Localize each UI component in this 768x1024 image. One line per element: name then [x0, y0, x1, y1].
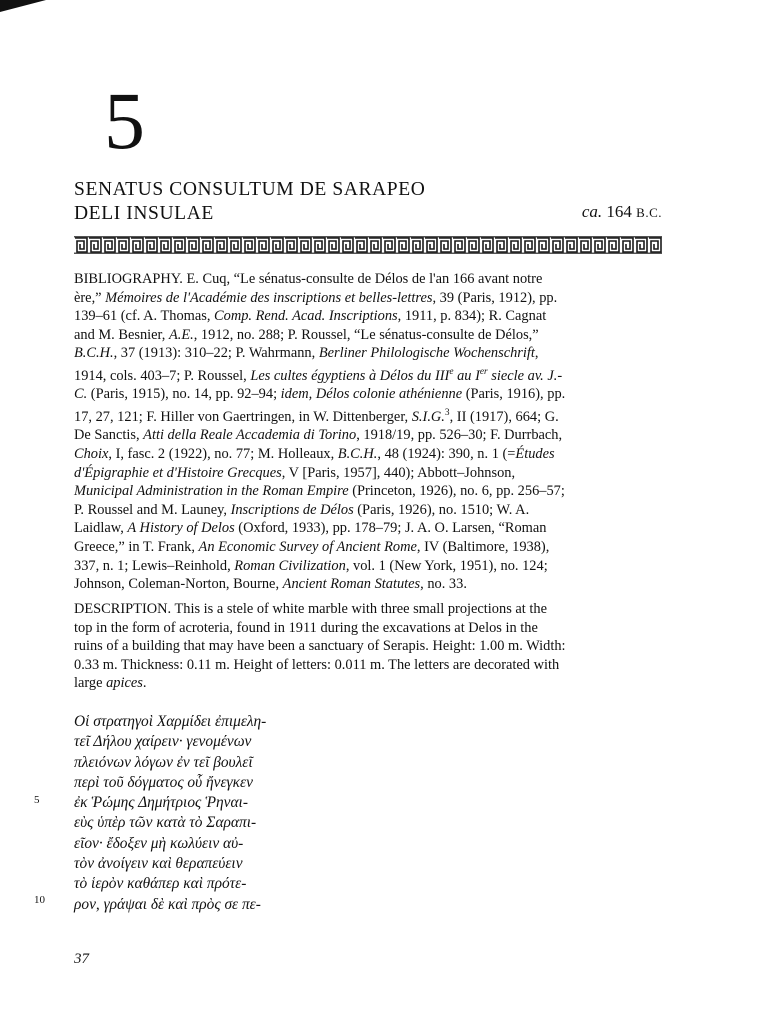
bibliography-segment: S.I.G. — [411, 408, 445, 425]
bibliography-segment: Inscriptions de Délos — [230, 501, 354, 518]
bibliography-segment: A.E. — [168, 326, 194, 343]
greek-line: τὸ ἱερὸν καθάπερ καὶ πρότε- — [74, 875, 247, 893]
bibliography-segment: Comp. Rend. Acad. Inscriptions — [214, 308, 398, 325]
bibliography-segment: siecle av. J.-C. — [74, 367, 563, 403]
greek-line: ἐκ Ῥώμης Δημήτριος Ῥηναι- — [74, 794, 248, 812]
greek-line: εὺς ὑπὲρ τῶν κατὰ τὸ Σαραπι- — [74, 814, 257, 832]
bibliography-segment: Ancient Roman Statutes — [282, 576, 421, 593]
bibliography-segment: , 1912, no. 288; P. Roussel, “Le sénatus-consulte de Délos,” — [193, 326, 539, 343]
greek-line: τὸν ἀνοίγειν καὶ θεραπεύειν — [74, 855, 243, 873]
greek-key-border — [74, 236, 662, 254]
bibliography-segment: idem, Délos colonie athénienne — [280, 386, 463, 403]
title-line-2: DELI INSULAE — [74, 203, 214, 224]
bibliography-segment: Choix — [74, 445, 109, 462]
bibliography-segment: Mémoires de l'Académie des inscriptions et belles-lettres — [105, 289, 433, 306]
page-number: 37 — [74, 951, 89, 967]
date-year: 164 — [606, 202, 632, 221]
date-era: B.C. — [636, 205, 662, 220]
bibliography-segment: , vol. 1 (New York, 1951), no. 124; Johnson, Coleman-Norton, Bourne, — [74, 557, 548, 593]
bibliography-segment: (Oxford, 1933), pp. 178–79; J. A. O. Larsen, “Roman Greece,” in T. Frank, — [74, 520, 547, 555]
bibliography-segment: (Princeton, 1926), no. 6, pp. 256–57; P. Roussel and M. Launey, — [74, 483, 565, 518]
greek-line: τεῖ Δήλου χαίρειν· γενομένων — [74, 733, 252, 751]
description-heading: DESCRIPTION. — [74, 601, 172, 617]
bibliography-segment: e — [449, 366, 454, 377]
bibliography-segment: An Economic Survey of Ancient Rome — [198, 538, 417, 555]
bibliography-segment: , 39 (Paris, 1912), pp. 139–61 (cf. A. Thomas, — [74, 289, 558, 325]
bibliography-segment: , no. 33. — [420, 576, 467, 593]
greek-line: Οἱ στρατηγοὶ Χαρμίδει ἐπιμελη- — [74, 713, 267, 730]
bibliography-segment: Études d'Épigraphie et d'Histoire Grecques — [74, 445, 555, 481]
bibliography-segment: , V [Paris, 1957], 440); Abbott–Johnson, — [281, 464, 516, 481]
description-segment: apices — [106, 675, 143, 692]
greek-line: πλειόνων λόγων ἐν τεῖ βουλεῖ — [74, 753, 253, 771]
bibliography-segment: 3 — [444, 407, 450, 418]
bibliography-segment: , 48 (1924): 390, n. 1 (= — [377, 445, 516, 462]
bibliography-segment: , IV (Baltimore, 1938), 337, n. 1; Lewis–Reinhold, — [74, 538, 550, 574]
bibliography-segment: , 1918/19, pp. 526–30; F. Durrbach, — [356, 427, 563, 444]
title-line-1: SENATUS CONSULTUM DE SARAPEO — [74, 179, 426, 200]
bibliography-segment: , II (1917), 664; G. De Sanctis, — [74, 408, 559, 444]
bibliography-paragraph — [74, 270, 566, 594]
bibliography-segment: (Paris, 1915), no. 14, pp. 92–94; — [87, 386, 281, 403]
bibliography-segment: , I, fasc. 2 (1922), no. 77; M. Holleaux, — [108, 445, 338, 462]
description-segment: This is a stele of white marble with three small projections at the top in the form of acroteria, found in 1911 during the excavations at Delos in the ruins of a building that may have been a sanctuary of Serapis. Height: 1.00 m. Width: 0.33 m. Thickness: 0.11 m. Height of letters: 0.011 m. The letters are decorated with large — [74, 601, 566, 692]
bibliography-segment: (Paris, 1916), pp. 17, 27, 121; F. Hiller von Gaertringen, in W. Dittenberger, — [74, 386, 566, 425]
bibliography-segment: , 1914, cols. 403–7; P. Roussel, — [74, 345, 539, 384]
bibliography-segment: E. Cuq, “Le sénatus-consulte de Délos de l'an 166 avant notre ère,” — [74, 271, 543, 306]
bibliography-text — [74, 271, 565, 592]
bibliography-segment: Roman Civilization — [234, 557, 346, 574]
bibliography-segment: B.C.H. — [337, 445, 378, 462]
bibliography-segment: , 37 (1913): 310–22; P. Wahrmann, — [113, 345, 319, 362]
bibliography-segment: er — [479, 366, 488, 377]
bibliography-segment: au I — [453, 367, 480, 384]
greek-inscription — [74, 712, 266, 915]
greek-line: περὶ τοῦ δόγματος οὗ ἤνεγκεν — [74, 773, 253, 791]
greek-line: εῖον· ἔδοξεν μὴ κωλύειν αὐ- — [74, 834, 244, 852]
document-title — [74, 178, 425, 226]
bibliography-segment: B.C.H. — [74, 345, 114, 362]
line-number-10: 10 — [34, 894, 45, 906]
greek-line: ρον, γράψαι δὲ καὶ πρὸς σε πε- — [74, 895, 261, 913]
chapter-number: 5 — [104, 75, 145, 166]
date-label — [582, 202, 662, 222]
corner-scan-mark — [0, 0, 46, 14]
description-paragraph — [74, 600, 566, 693]
bibliography-segment: , 1911, p. 834); R. Cagnat and M. Besnier, — [74, 308, 547, 343]
bibliography-segment: Berliner Philologische Wochenschrift — [318, 345, 535, 362]
description-segment: . — [142, 675, 147, 692]
bibliography-heading: BIBLIOGRAPHY. — [74, 271, 183, 287]
bibliography-segment: A History of Delos — [127, 520, 235, 537]
bibliography-segment: Les cultes égyptiens à Délos du III — [250, 367, 450, 384]
bibliography-segment: Atti della Reale Accademia di Torino — [143, 427, 357, 444]
date-circa: ca. — [581, 202, 603, 221]
line-number-5: 5 — [34, 794, 40, 806]
bibliography-segment: Municipal Administration in the Roman Empire — [74, 483, 349, 500]
bibliography-segment: (Paris, 1926), no. 1510; W. A. Laidlaw, — [74, 501, 530, 537]
